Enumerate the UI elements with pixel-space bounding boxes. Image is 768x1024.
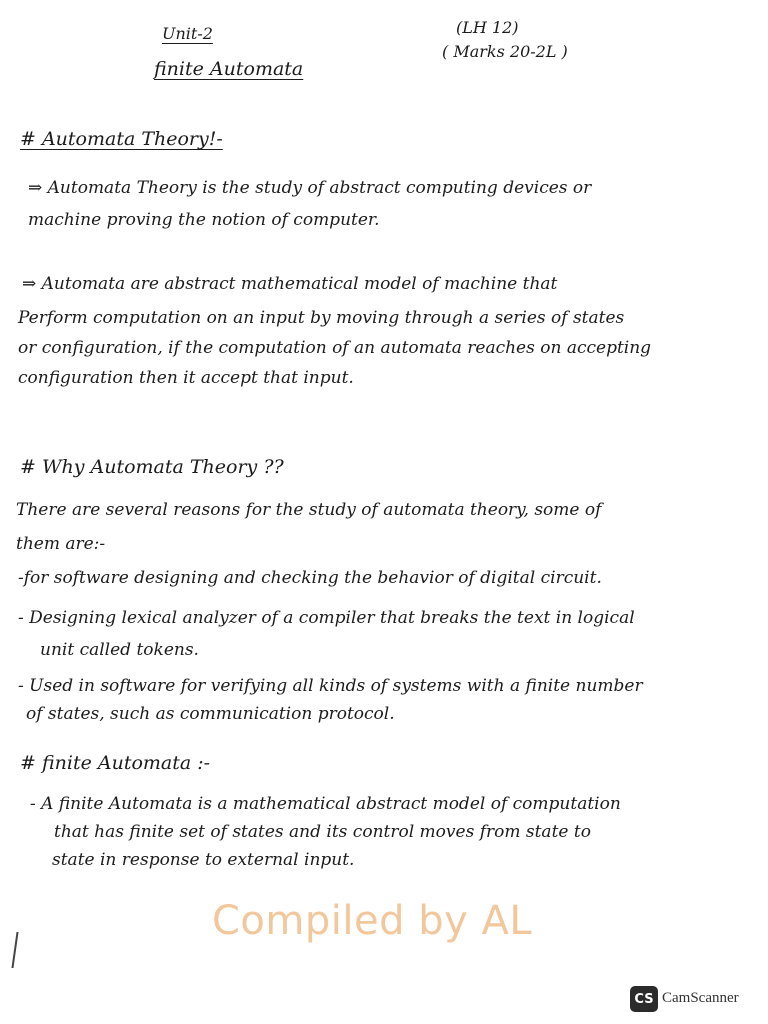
camscanner-logo-icon: CS (630, 986, 658, 1012)
para2-line1: ⇒ Automata are abstract mathematical model of machine that (22, 274, 558, 294)
watermark-text: Compiled by AL (212, 898, 533, 944)
lecture-hours: (LH 12) (456, 18, 519, 37)
chapter-title: finite Automata (154, 58, 304, 80)
para2-line4: configuration then it accept that input. (18, 368, 354, 388)
fa-line1: - A finite Automata is a mathematical abstract model of computation (30, 794, 621, 814)
para2-line3: or configuration, if the computation of an automata reaches on accepting (18, 338, 652, 358)
fa-line3: state in response to external input. (52, 850, 355, 870)
para1-line1: ⇒ Automata Theory is the study of abstract computing devices or (28, 178, 592, 198)
unit-label: Unit-2 (162, 24, 213, 43)
why-item-1: -for software designing and checking the behavior of digital circuit. (18, 568, 602, 588)
margin-pen-mark (11, 932, 24, 968)
why-intro-line1: There are several reasons for the study of automata theory, some of (16, 500, 602, 520)
heading-automata-theory: # Automata Theory!- (20, 128, 223, 150)
why-intro-line2: them are:- (16, 534, 106, 554)
fa-line2: that has finite set of states and its control moves from state to (54, 822, 591, 842)
why-item-3-line1: - Used in software for verifying all kinds of systems with a finite number (18, 676, 643, 696)
why-item-3-line2: of states, such as communication protocol. (26, 704, 395, 724)
heading-finite-automata: # finite Automata :- (20, 752, 211, 774)
marks-range: ( Marks 20-2L ) (442, 42, 568, 61)
para2-line2: Perform computation on an input by moving through a series of states (18, 308, 625, 328)
para1-line2: machine proving the notion of computer. (28, 210, 380, 230)
why-item-2-line2: unit called tokens. (40, 640, 199, 660)
camscanner-brand: CamScanner (662, 990, 739, 1006)
why-item-2-line1: - Designing lexical analyzer of a compiler that breaks the text in logical (18, 608, 635, 628)
heading-why-automata: # Why Automata Theory ?? (20, 456, 284, 478)
